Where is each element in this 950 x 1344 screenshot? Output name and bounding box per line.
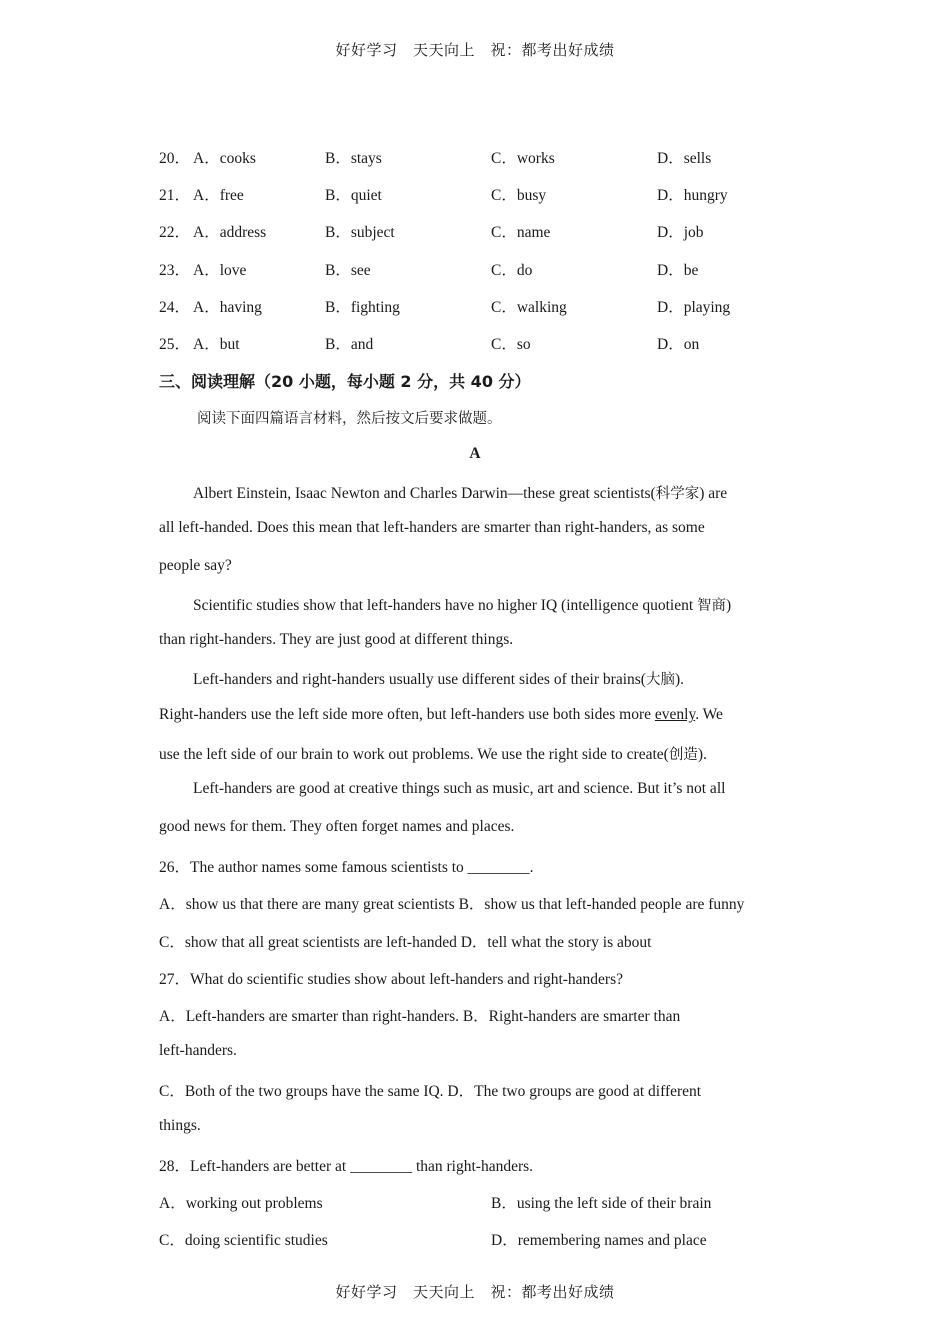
- option-d: D．on: [657, 336, 700, 353]
- option-a: A．cooks: [193, 150, 256, 167]
- question-28-option-a: A．working out problems: [159, 1195, 323, 1212]
- passage-line: than right-handers. They are just good at different things.: [159, 631, 514, 648]
- page-header: 好好学习 天天向上 祝：都考出好成绩: [335, 41, 615, 59]
- option-d: D．sells: [657, 150, 712, 167]
- option-c: C．do: [491, 262, 533, 279]
- option-c: C．name: [491, 224, 551, 241]
- question-number: 21．: [159, 187, 191, 204]
- question-26-options-cd: C．show that all great scientists are left-handed D．tell what the story is about: [159, 934, 652, 951]
- option-d: D．be: [657, 262, 699, 279]
- passage-line: Left-handers and right-handers usually use different sides of their brains(大脑).: [193, 671, 684, 688]
- option-row-23: [159, 258, 799, 278]
- question-28-option-c: C．doing scientific studies: [159, 1232, 328, 1249]
- passage-line: all left-handed. Does this mean that left-handers are smarter than right-handers, as some: [159, 519, 705, 536]
- option-b: B．stays: [325, 150, 382, 167]
- option-d: D．job: [657, 224, 704, 241]
- option-c: C．works: [491, 150, 555, 167]
- section-instruction: 阅读下面四篇语言材料，然后按文后要求做题。: [197, 411, 502, 427]
- passage-line: Right-handers use the left side more often, but left-handers use both sides more evenly. We: [159, 706, 723, 723]
- question-27: 27．What do scientific studies show about left-handers and right-handers?: [159, 971, 624, 988]
- question-number: 20．: [159, 150, 191, 167]
- option-b: B．quiet: [325, 187, 382, 204]
- question-27-options-ab-cont: left-handers.: [159, 1042, 237, 1059]
- question-number: 24．: [159, 299, 191, 316]
- option-a: A．but: [193, 336, 240, 353]
- option-a: A．having: [193, 299, 262, 316]
- option-row-24: [159, 295, 799, 315]
- passage-line: use the left side of our brain to work out problems. We use the right side to create(创造).: [159, 746, 707, 763]
- option-b: B．subject: [325, 224, 395, 241]
- option-row-22: [159, 220, 799, 240]
- question-27-options-cd: C．Both of the two groups have the same IQ. D．The two groups are good at different: [159, 1083, 702, 1100]
- question-26: 26．The author names some famous scientists to ________.: [159, 859, 534, 876]
- question-28: 28．Left-handers are better at ________ than right-handers.: [159, 1158, 534, 1175]
- option-row-20: [159, 146, 799, 166]
- question-27-options-cd-cont: things.: [159, 1117, 201, 1134]
- question-28-option-d: D．remembering names and place: [491, 1232, 707, 1249]
- question-28-option-b: B．using the left side of their brain: [491, 1195, 712, 1212]
- passage-label: A: [469, 445, 481, 462]
- option-a: A．address: [193, 224, 267, 241]
- question-number: 22．: [159, 224, 191, 241]
- question-26-options-ab: A．show us that there are many great scientists B．show us that left-handed people are funny: [159, 896, 745, 913]
- option-c: C．busy: [491, 187, 547, 204]
- option-row-25: [159, 332, 799, 352]
- option-c: C．walking: [491, 299, 567, 316]
- option-c: C．so: [491, 336, 531, 353]
- option-row-21: [159, 183, 799, 203]
- option-d: D．playing: [657, 299, 731, 316]
- question-number: 23．: [159, 262, 191, 279]
- option-d: D．hungry: [657, 187, 728, 204]
- section-title: 三、阅读理解（20 小题，每小题 2 分，共 40 分）: [159, 372, 531, 391]
- passage-line: people say?: [159, 557, 232, 574]
- passage-line: Albert Einstein, Isaac Newton and Charles Darwin—these great scientists(科学家) are: [193, 485, 728, 502]
- question-number: 25．: [159, 336, 191, 353]
- option-b: B．fighting: [325, 299, 400, 316]
- option-a: A．love: [193, 262, 247, 279]
- passage-line: good news for them. They often forget names and places.: [159, 818, 515, 835]
- option-a: A．free: [193, 187, 244, 204]
- question-27-options-ab: A．Left-handers are smarter than right-handers. B．Right-handers are smarter than: [159, 1008, 681, 1025]
- passage-line: Scientific studies show that left-handers have no higher IQ (intelligence quotient 智商): [193, 597, 732, 614]
- underlined-word: evenly: [654, 706, 696, 723]
- page-footer: 好好学习 天天向上 祝：都考出好成绩: [335, 1283, 615, 1301]
- option-b: B．see: [325, 262, 371, 279]
- option-b: B．and: [325, 336, 374, 353]
- passage-line: Left-handers are good at creative things such as music, art and science. But it’s not all: [193, 780, 726, 797]
